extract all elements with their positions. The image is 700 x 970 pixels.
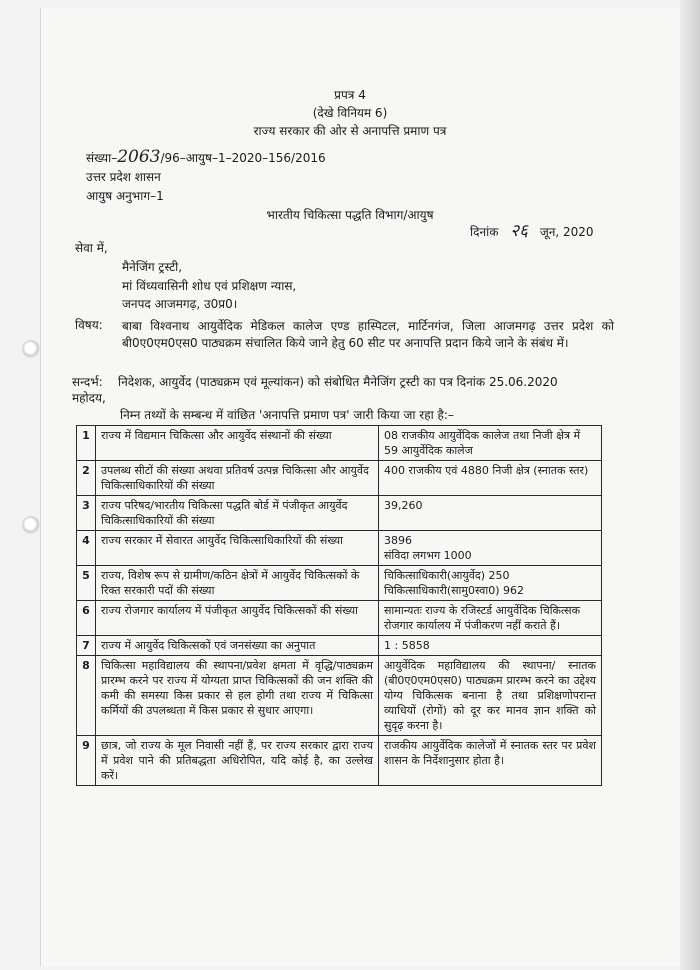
department: भारतीय चिकित्सा पद्धति विभाग/आयुष	[266, 208, 434, 222]
table-row: 1 राज्य में विद्यमान चिकित्सा और आयुर्वेद संस्थानों की संख्या 08 राजकीय आयुर्वेदिक कालेज तथा निजी क्षेत्र में 59 आयुर्वेदिक कालेज	[77, 426, 602, 461]
table-row: 6 राज्य रोजगार कार्यालय में पंजीकृत आयुर्वेद चिकित्सकों की संख्या सामान्यतः राज्य के रजिस्टर्ड आयुर्वेदिक चिकित्सक रोजगार कार्यालय में पंजीकरण नहीं कराते हैं।	[77, 601, 602, 636]
handwritten-number: 2063	[117, 147, 161, 167]
punch-hole	[22, 516, 40, 534]
cell-line: चिकित्साधिकारी(आयुर्वेद) 250	[384, 569, 510, 582]
greeting: महोदय,	[72, 391, 106, 405]
regulation-ref: (देखे विनियम 6)	[312, 106, 388, 120]
table-row: 2 उपलब्ध सीटों की संख्या अथवा प्रतिवर्ष उत्पन्न चिकित्सा और आयुर्वेद चिकित्साधिकारियों की संख्या 400 राजकीय एवं 4880 निजी क्षेत्र (स्नातक स्तर)	[77, 461, 602, 496]
cell-line: संविदा लगभग 1000	[384, 549, 472, 562]
reference-text: निदेशक, आयुर्वेद (पाठ्यक्रम एवं मूल्यांकन) को संबोधित मैनेजिंग ट्रस्टी का पत्र दिनांक 25.06.2020	[118, 375, 558, 389]
table-row: 5 राज्य, विशेष रूप से ग्रामीण/कठिन क्षेत्रों में आयुर्वेद चिकित्सकों के रिक्त सरकारी पदों की संख्या चिकित्साधिकारी(आयुर्वेद) 250 चिकित्साधिकारी(सामु0स्वा0) 962	[77, 566, 602, 601]
table-row: 7 राज्य में आयुर्वेद चिकित्सकों एवं जनसंख्या का अनुपात 1 : 5858	[77, 636, 602, 656]
table-row: 9 छात्र, जो राज्य के मूल निवासी नहीं हैं, पर राज्य सरकार द्वारा राज्य में प्रवेश पाने की प्रतिबद्धता अधिरोपित, यदि कोई है, का उल्लेख करें। राजकीय आयुर्वेदिक कालेजों में स्नातक स्तर पर प्रवेश शासन के निर्देशानुसार होता है।	[77, 736, 602, 786]
form-number: प्रपत्र 4	[334, 88, 366, 102]
subject-label: विषय:	[75, 318, 103, 332]
reference-number: संख्या–2063/96–आयुष–1–2020–156/2016	[86, 147, 326, 167]
punch-hole	[22, 340, 40, 358]
cell-line: 3896	[384, 534, 412, 547]
document-title: राज्य सरकार की ओर से अनापत्ति प्रमाण पत्र	[253, 124, 447, 138]
table-row: 3 राज्य परिषद/भारतीय चिकित्सा पद्धति बोर्ड में पंजीकृत आयुर्वेद चिकित्साधिकारियों की संख्या 39,260	[77, 496, 602, 531]
page-edge	[680, 0, 700, 970]
issuer-line1: उत्तर प्रदेश शासन	[86, 170, 161, 184]
handwritten-day: २६	[510, 221, 528, 241]
subject-text: बाबा विश्वनाथ आयुर्वेदिक मेडिकल कालेज एण्ड हास्पिटल, मार्टिनगंज, जिला आजमगढ़ उत्तर प्रदेश को बी0ए0एम0एस0 पाठ्यक्रम संचालित किये जाने हेतु 60 सीट पर अनापत्ति प्रदान किये जाने के संबंध में।	[122, 319, 614, 350]
addressee-line2: मां विंध्यवासिनी शोध एवं प्रशिक्षण न्यास,	[122, 279, 297, 293]
intro-text: निम्न तथ्यों के सम्बन्ध में वांछित 'अनापत्ति प्रमाण पत्र' जारी किया जा रहा है:–	[120, 408, 454, 422]
table-row: 4 राज्य सरकार में सेवारत आयुर्वेद चिकित्साधिकारियों की संख्या 3896 संविदा लगभग 1000	[77, 531, 602, 566]
table-row: 8 चिकित्सा महाविद्यालय की स्थापना/प्रवेश क्षमता में वृद्धि/पाठ्यक्रम प्रारम्भ करने पर राज्य में योग्यता प्राप्त चिकित्सकों की जन शक्ति की कमी की समस्या किस प्रकार से हल होगी तथा राज्य में चिकित्सा कर्मियों की उपलब्धता में किस प्रकार से सुधार आएगा। आयुर्वेदिक महाविद्यालय की स्थापना/ स्नातक (बी0ए0एम0एस0) पाठ्यक्रम प्रारम्भ करने का उद्देश्य योग्य चिकित्सक बनाना है तथा प्रशिक्षणोपरान्त व्याधियों (रोगों) को दूर कर मानव ज्ञान शक्ति को सुदृढ़ करना है।	[77, 656, 602, 736]
salutation: सेवा में,	[75, 241, 108, 255]
cell-line: चिकित्साधिकारी(सामु0स्वा0) 962	[384, 584, 524, 597]
addressee-line3: जनपद आजमगढ़, उ0प्र0।	[122, 297, 238, 311]
addressee-line1: मैनेजिंग ट्रस्टी,	[122, 260, 183, 274]
issuer-line2: आयुष अनुभाग–1	[86, 189, 164, 203]
reference-label: सन्दर्भ:	[72, 375, 103, 389]
facts-table	[76, 425, 602, 786]
issue-date: दिनांक २६ जून, 2020	[470, 221, 594, 241]
